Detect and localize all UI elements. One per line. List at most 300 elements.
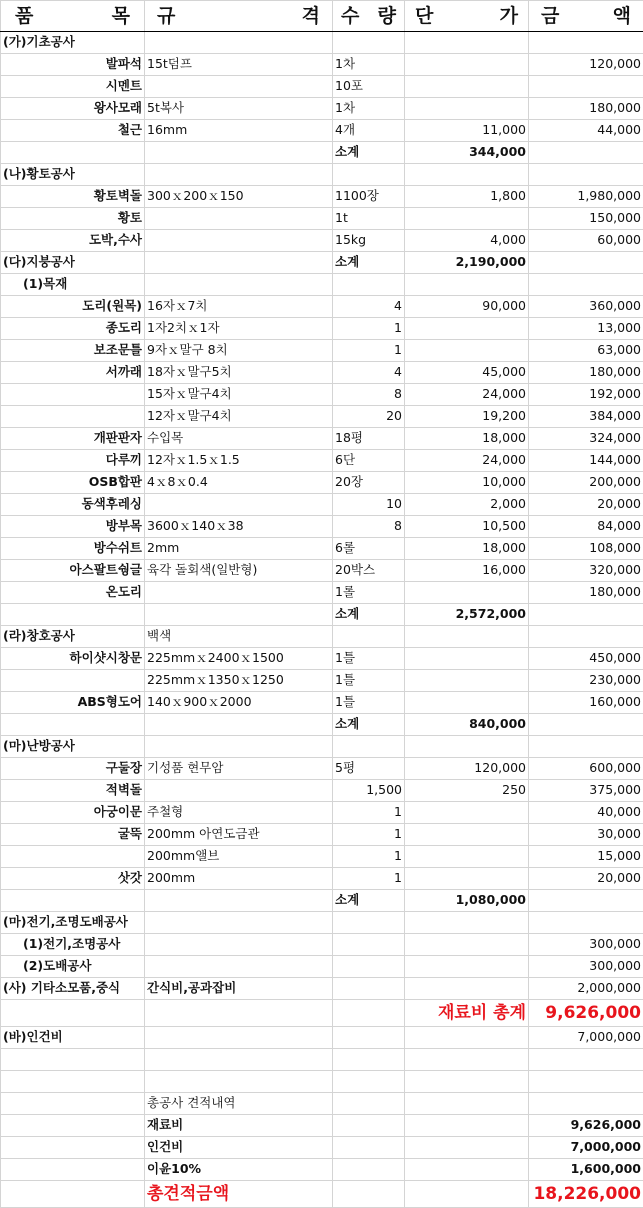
table-row bbox=[1, 978, 643, 1000]
item-spec-cell: 5t복사 bbox=[145, 98, 333, 120]
table-row bbox=[1, 538, 643, 560]
item-name-cell: 하이샷시창문 bbox=[1, 648, 145, 670]
item-unit-price-cell: 90,000 bbox=[405, 296, 529, 318]
table-row bbox=[1, 604, 643, 626]
summary-material-row bbox=[1, 1115, 643, 1137]
item-qty-cell: 8 bbox=[333, 516, 405, 538]
summary-total-row bbox=[1, 1181, 643, 1208]
table-cell bbox=[145, 1000, 333, 1027]
item-unit-price-cell bbox=[405, 340, 529, 362]
table-row bbox=[1, 76, 643, 98]
item-amount-cell bbox=[529, 32, 643, 54]
blank-row bbox=[1, 1071, 643, 1093]
item-name-cell: 동색후레싱 bbox=[1, 494, 145, 516]
item-name-cell bbox=[1, 846, 145, 868]
item-qty-cell: 10포 bbox=[333, 76, 405, 98]
item-qty-cell: 1t bbox=[333, 208, 405, 230]
table-row bbox=[1, 648, 643, 670]
item-spec-cell bbox=[145, 736, 333, 758]
item-unit-price-cell: 2,000 bbox=[405, 494, 529, 516]
item-qty-cell: 1100장 bbox=[333, 186, 405, 208]
item-name-cell: 도박,수사 bbox=[1, 230, 145, 252]
item-spec-cell: 9자ｘ말구 8치 bbox=[145, 340, 333, 362]
table-row bbox=[1, 428, 643, 450]
item-spec-cell: 225mmｘ2400ｘ1500 bbox=[145, 648, 333, 670]
item-spec-cell: 12자ｘ1.5ｘ1.5 bbox=[145, 450, 333, 472]
item-spec-cell bbox=[145, 714, 333, 736]
item-qty-cell bbox=[333, 912, 405, 934]
item-qty-cell: 6롤 bbox=[333, 538, 405, 560]
item-spec-cell: 300ｘ200ｘ150 bbox=[145, 186, 333, 208]
item-name-cell: (1)목재 bbox=[1, 274, 145, 296]
item-amount-cell: 60,000 bbox=[529, 230, 643, 252]
summary-profit-row bbox=[1, 1159, 643, 1181]
item-qty-cell bbox=[333, 626, 405, 648]
item-amount-cell bbox=[529, 626, 643, 648]
item-qty-cell: 1 bbox=[333, 340, 405, 362]
item-qty-cell: 20박스 bbox=[333, 560, 405, 582]
table-row bbox=[1, 934, 643, 956]
table-row bbox=[1, 494, 643, 516]
item-qty-cell: 20 bbox=[333, 406, 405, 428]
table-row bbox=[1, 890, 643, 912]
item-spec-cell bbox=[145, 230, 333, 252]
item-amount-cell bbox=[529, 736, 643, 758]
item-amount-cell: 200,000 bbox=[529, 472, 643, 494]
item-amount-cell: 360,000 bbox=[529, 296, 643, 318]
item-qty-cell: 4 bbox=[333, 296, 405, 318]
item-unit-price-cell: 2,190,000 bbox=[405, 252, 529, 274]
table-row bbox=[1, 846, 643, 868]
table-row bbox=[1, 692, 643, 714]
header-amount: 금 액 bbox=[529, 1, 643, 32]
item-unit-price-cell: 4,000 bbox=[405, 230, 529, 252]
item-qty-cell: 소계 bbox=[333, 604, 405, 626]
table-row bbox=[1, 450, 643, 472]
item-unit-price-cell: 16,000 bbox=[405, 560, 529, 582]
header-qty: 수 량 bbox=[333, 1, 405, 32]
item-unit-price-cell bbox=[405, 912, 529, 934]
item-name-cell bbox=[1, 406, 145, 428]
item-unit-price-cell: 24,000 bbox=[405, 450, 529, 472]
table-body bbox=[1, 32, 643, 1000]
item-amount-cell bbox=[529, 76, 643, 98]
table-row bbox=[1, 274, 643, 296]
item-unit-price-cell bbox=[405, 692, 529, 714]
table-row bbox=[1, 54, 643, 76]
item-spec-cell bbox=[145, 582, 333, 604]
item-amount-cell: 450,000 bbox=[529, 648, 643, 670]
table-row bbox=[1, 736, 643, 758]
item-unit-price-cell bbox=[405, 208, 529, 230]
item-amount-cell: 108,000 bbox=[529, 538, 643, 560]
item-unit-price-cell: 120,000 bbox=[405, 758, 529, 780]
item-name-cell: (마)난방공사 bbox=[1, 736, 145, 758]
item-unit-price-cell bbox=[405, 670, 529, 692]
item-unit-price-cell: 10,000 bbox=[405, 472, 529, 494]
item-qty-cell: 8 bbox=[333, 384, 405, 406]
item-qty-cell bbox=[333, 934, 405, 956]
item-qty-cell: 6단 bbox=[333, 450, 405, 472]
item-unit-price-cell bbox=[405, 76, 529, 98]
item-spec-cell bbox=[145, 604, 333, 626]
table-row bbox=[1, 120, 643, 142]
item-spec-cell bbox=[145, 912, 333, 934]
item-unit-price-cell bbox=[405, 318, 529, 340]
item-spec-cell bbox=[145, 76, 333, 98]
material-total-value: 9,626,000 bbox=[529, 1000, 643, 1027]
item-unit-price-cell bbox=[405, 978, 529, 1000]
item-unit-price-cell bbox=[405, 582, 529, 604]
item-name-cell: 삿갓 bbox=[1, 868, 145, 890]
item-unit-price-cell bbox=[405, 274, 529, 296]
item-name-cell: (1)전기,조명공사 bbox=[1, 934, 145, 956]
item-qty-cell: 1,500 bbox=[333, 780, 405, 802]
item-name-cell bbox=[1, 670, 145, 692]
item-qty-cell bbox=[333, 956, 405, 978]
blank-row bbox=[1, 1049, 643, 1071]
item-unit-price-cell: 2,572,000 bbox=[405, 604, 529, 626]
item-amount-cell: 230,000 bbox=[529, 670, 643, 692]
labor-label: (바)인건비 bbox=[1, 1027, 145, 1049]
item-spec-cell: 4ｘ8ｘ0.4 bbox=[145, 472, 333, 494]
summary-material-label: 재료비 bbox=[145, 1115, 333, 1137]
table-row bbox=[1, 956, 643, 978]
item-unit-price-cell: 344,000 bbox=[405, 142, 529, 164]
header-unit-price: 단 가 bbox=[405, 1, 529, 32]
item-spec-cell: 225mmｘ1350ｘ1250 bbox=[145, 670, 333, 692]
item-unit-price-cell: 19,200 bbox=[405, 406, 529, 428]
table-row bbox=[1, 560, 643, 582]
item-name-cell: (마)전기,조명도배공사 bbox=[1, 912, 145, 934]
item-name-cell: 구둘장 bbox=[1, 758, 145, 780]
item-name-cell: 시멘트 bbox=[1, 76, 145, 98]
item-qty-cell: 4개 bbox=[333, 120, 405, 142]
item-name-cell: ABS형도어 bbox=[1, 692, 145, 714]
summary-profit-label: 이윤10% bbox=[145, 1159, 333, 1181]
item-amount-cell: 300,000 bbox=[529, 956, 643, 978]
item-unit-price-cell: 1,080,000 bbox=[405, 890, 529, 912]
summary-labor-row bbox=[1, 1137, 643, 1159]
summary-labor-value: 7,000,000 bbox=[529, 1137, 643, 1159]
item-qty-cell: 1 bbox=[333, 802, 405, 824]
item-spec-cell bbox=[145, 274, 333, 296]
item-name-cell: 황토 bbox=[1, 208, 145, 230]
item-name-cell: 발파석 bbox=[1, 54, 145, 76]
item-qty-cell: 20장 bbox=[333, 472, 405, 494]
table-row bbox=[1, 472, 643, 494]
item-qty-cell: 1틀 bbox=[333, 648, 405, 670]
table-cell bbox=[333, 1027, 405, 1049]
table-row bbox=[1, 758, 643, 780]
item-qty-cell: 4 bbox=[333, 362, 405, 384]
material-total-label: 재료비 총계 bbox=[405, 1000, 529, 1027]
table-cell bbox=[1, 1000, 145, 1027]
table-row bbox=[1, 714, 643, 736]
item-amount-cell: 63,000 bbox=[529, 340, 643, 362]
item-unit-price-cell bbox=[405, 32, 529, 54]
table-row bbox=[1, 362, 643, 384]
item-amount-cell bbox=[529, 890, 643, 912]
item-amount-cell: 30,000 bbox=[529, 824, 643, 846]
item-name-cell: 보조문틀 bbox=[1, 340, 145, 362]
totals-body bbox=[1, 1000, 643, 1208]
item-amount-cell: 1,980,000 bbox=[529, 186, 643, 208]
table-row bbox=[1, 230, 643, 252]
item-unit-price-cell: 840,000 bbox=[405, 714, 529, 736]
item-amount-cell: 384,000 bbox=[529, 406, 643, 428]
item-amount-cell: 180,000 bbox=[529, 582, 643, 604]
table-cell bbox=[333, 1000, 405, 1027]
item-spec-cell: 140ｘ900ｘ2000 bbox=[145, 692, 333, 714]
item-amount-cell: 13,000 bbox=[529, 318, 643, 340]
item-amount-cell bbox=[529, 252, 643, 274]
item-unit-price-cell bbox=[405, 626, 529, 648]
item-amount-cell: 15,000 bbox=[529, 846, 643, 868]
table-row bbox=[1, 32, 643, 54]
item-spec-cell bbox=[145, 890, 333, 912]
item-name-cell: 방부목 bbox=[1, 516, 145, 538]
item-amount-cell bbox=[529, 912, 643, 934]
item-spec-cell bbox=[145, 494, 333, 516]
item-qty-cell: 15kg bbox=[333, 230, 405, 252]
item-qty-cell bbox=[333, 978, 405, 1000]
item-qty-cell: 1틀 bbox=[333, 692, 405, 714]
item-spec-cell bbox=[145, 934, 333, 956]
item-amount-cell bbox=[529, 604, 643, 626]
item-name-cell: 황토벽돌 bbox=[1, 186, 145, 208]
item-spec-cell: 200mm 아연도금관 bbox=[145, 824, 333, 846]
item-amount-cell: 375,000 bbox=[529, 780, 643, 802]
item-amount-cell: 300,000 bbox=[529, 934, 643, 956]
table-row bbox=[1, 516, 643, 538]
item-qty-cell: 10 bbox=[333, 494, 405, 516]
item-spec-cell bbox=[145, 252, 333, 274]
item-name-cell: 서까래 bbox=[1, 362, 145, 384]
item-name-cell: 방수쉬트 bbox=[1, 538, 145, 560]
item-spec-cell: 기성품 현무암 bbox=[145, 758, 333, 780]
item-spec-cell bbox=[145, 164, 333, 186]
item-qty-cell: 1 bbox=[333, 824, 405, 846]
item-spec-cell: 간식비,공과잡비 bbox=[145, 978, 333, 1000]
labor-amount: 7,000,000 bbox=[529, 1027, 643, 1049]
item-unit-price-cell: 18,000 bbox=[405, 428, 529, 450]
item-qty-cell: 18평 bbox=[333, 428, 405, 450]
item-name-cell bbox=[1, 890, 145, 912]
table-row bbox=[1, 912, 643, 934]
item-name-cell: 온도리 bbox=[1, 582, 145, 604]
item-qty-cell: 5평 bbox=[333, 758, 405, 780]
item-spec-cell: 200mm bbox=[145, 868, 333, 890]
item-amount-cell bbox=[529, 164, 643, 186]
item-amount-cell: 320,000 bbox=[529, 560, 643, 582]
item-amount-cell bbox=[529, 714, 643, 736]
item-unit-price-cell: 250 bbox=[405, 780, 529, 802]
item-spec-cell: 3600ｘ140ｘ38 bbox=[145, 516, 333, 538]
item-spec-cell: 육각 돌회색(일반형) bbox=[145, 560, 333, 582]
item-qty-cell: 소계 bbox=[333, 714, 405, 736]
item-qty-cell: 소계 bbox=[333, 890, 405, 912]
item-name-cell bbox=[1, 142, 145, 164]
item-name-cell: (사) 기타소모품,중식 bbox=[1, 978, 145, 1000]
item-unit-price-cell bbox=[405, 934, 529, 956]
item-qty-cell: 소계 bbox=[333, 252, 405, 274]
table-row bbox=[1, 340, 643, 362]
item-qty-cell: 1 bbox=[333, 868, 405, 890]
item-name-cell: (2)도배공사 bbox=[1, 956, 145, 978]
item-name-cell: 다루끼 bbox=[1, 450, 145, 472]
item-spec-cell: 16mm bbox=[145, 120, 333, 142]
table-row bbox=[1, 406, 643, 428]
table-row bbox=[1, 582, 643, 604]
table-row bbox=[1, 868, 643, 890]
item-unit-price-cell: 45,000 bbox=[405, 362, 529, 384]
item-amount-cell: 180,000 bbox=[529, 98, 643, 120]
table-row bbox=[1, 626, 643, 648]
item-amount-cell: 40,000 bbox=[529, 802, 643, 824]
item-qty-cell bbox=[333, 274, 405, 296]
table-row bbox=[1, 296, 643, 318]
item-unit-price-cell bbox=[405, 648, 529, 670]
item-name-cell: 왕사모래 bbox=[1, 98, 145, 120]
item-spec-cell: 16자ｘ7치 bbox=[145, 296, 333, 318]
item-amount-cell: 120,000 bbox=[529, 54, 643, 76]
item-name-cell: 아스팔트쉉글 bbox=[1, 560, 145, 582]
table-row bbox=[1, 252, 643, 274]
item-spec-cell: 2mm bbox=[145, 538, 333, 560]
item-spec-cell: 15t덤프 bbox=[145, 54, 333, 76]
item-name-cell: 굴뚝 bbox=[1, 824, 145, 846]
item-amount-cell bbox=[529, 142, 643, 164]
item-amount-cell: 144,000 bbox=[529, 450, 643, 472]
item-name-cell: 도리(원목) bbox=[1, 296, 145, 318]
item-spec-cell: 12자ｘ말구4치 bbox=[145, 406, 333, 428]
item-unit-price-cell bbox=[405, 164, 529, 186]
item-name-cell: (라)창호공사 bbox=[1, 626, 145, 648]
table-row bbox=[1, 670, 643, 692]
table-row bbox=[1, 384, 643, 406]
summary-total-value: 18,226,000 bbox=[529, 1181, 643, 1208]
table-row bbox=[1, 824, 643, 846]
item-unit-price-cell bbox=[405, 846, 529, 868]
item-qty-cell bbox=[333, 736, 405, 758]
table-row bbox=[1, 164, 643, 186]
item-name-cell bbox=[1, 714, 145, 736]
item-name-cell bbox=[1, 604, 145, 626]
item-qty-cell: 소계 bbox=[333, 142, 405, 164]
item-spec-cell: 200mm앨브 bbox=[145, 846, 333, 868]
item-qty-cell: 1 bbox=[333, 318, 405, 340]
item-qty-cell: 1 bbox=[333, 846, 405, 868]
item-amount-cell: 160,000 bbox=[529, 692, 643, 714]
item-spec-cell: 1자2치ｘ1자 bbox=[145, 318, 333, 340]
item-qty-cell bbox=[333, 164, 405, 186]
summary-labor-label: 인건비 bbox=[145, 1137, 333, 1159]
item-amount-cell: 600,000 bbox=[529, 758, 643, 780]
item-name-cell: 아궁이문 bbox=[1, 802, 145, 824]
item-name-cell: (가)기초공사 bbox=[1, 32, 145, 54]
item-unit-price-cell: 10,500 bbox=[405, 516, 529, 538]
item-unit-price-cell bbox=[405, 802, 529, 824]
item-unit-price-cell: 11,000 bbox=[405, 120, 529, 142]
summary-total-label: 총견적금액 bbox=[145, 1181, 333, 1208]
item-unit-price-cell: 24,000 bbox=[405, 384, 529, 406]
item-unit-price-cell bbox=[405, 956, 529, 978]
item-qty-cell bbox=[333, 32, 405, 54]
item-amount-cell: 150,000 bbox=[529, 208, 643, 230]
item-amount-cell bbox=[529, 274, 643, 296]
table-row bbox=[1, 318, 643, 340]
item-name-cell: 개판판자 bbox=[1, 428, 145, 450]
item-spec-cell: 백색 bbox=[145, 626, 333, 648]
summary-material-value: 9,626,000 bbox=[529, 1115, 643, 1137]
item-unit-price-cell bbox=[405, 824, 529, 846]
item-spec-cell: 수입목 bbox=[145, 428, 333, 450]
table-row bbox=[1, 208, 643, 230]
item-spec-cell bbox=[145, 208, 333, 230]
item-amount-cell: 44,000 bbox=[529, 120, 643, 142]
table-row bbox=[1, 98, 643, 120]
item-name-cell: OSB합판 bbox=[1, 472, 145, 494]
item-unit-price-cell bbox=[405, 868, 529, 890]
item-qty-cell: 1틀 bbox=[333, 670, 405, 692]
item-name-cell: 철근 bbox=[1, 120, 145, 142]
item-name-cell bbox=[1, 384, 145, 406]
item-amount-cell: 84,000 bbox=[529, 516, 643, 538]
header-spec: 규 격 bbox=[145, 1, 333, 32]
item-spec-cell bbox=[145, 956, 333, 978]
item-spec-cell bbox=[145, 142, 333, 164]
item-unit-price-cell bbox=[405, 54, 529, 76]
item-spec-cell: 15자ｘ말구4치 bbox=[145, 384, 333, 406]
item-spec-cell: 18자ｘ말구5치 bbox=[145, 362, 333, 384]
item-spec-cell bbox=[145, 32, 333, 54]
item-spec-cell bbox=[145, 780, 333, 802]
item-amount-cell: 2,000,000 bbox=[529, 978, 643, 1000]
item-unit-price-cell: 18,000 bbox=[405, 538, 529, 560]
table-cell bbox=[405, 1027, 529, 1049]
item-unit-price-cell bbox=[405, 736, 529, 758]
item-name-cell: 적벽돌 bbox=[1, 780, 145, 802]
item-amount-cell: 20,000 bbox=[529, 868, 643, 890]
item-amount-cell: 324,000 bbox=[529, 428, 643, 450]
table-row bbox=[1, 780, 643, 802]
summary-title: 총공사 견적내역 bbox=[145, 1093, 333, 1115]
item-name-cell: (다)지붕공사 bbox=[1, 252, 145, 274]
header-row bbox=[1, 1, 643, 32]
material-total-row bbox=[1, 1000, 643, 1027]
item-qty-cell: 1롤 bbox=[333, 582, 405, 604]
item-amount-cell: 192,000 bbox=[529, 384, 643, 406]
labor-row bbox=[1, 1027, 643, 1049]
item-name-cell: 종도리 bbox=[1, 318, 145, 340]
summary-profit-value: 1,600,000 bbox=[529, 1159, 643, 1181]
item-spec-cell: 주철형 bbox=[145, 802, 333, 824]
item-unit-price-cell: 1,800 bbox=[405, 186, 529, 208]
table-row bbox=[1, 142, 643, 164]
item-qty-cell: 1차 bbox=[333, 54, 405, 76]
header-name: 품 목 bbox=[1, 1, 145, 32]
item-amount-cell: 180,000 bbox=[529, 362, 643, 384]
item-name-cell: (나)황토공사 bbox=[1, 164, 145, 186]
table-row bbox=[1, 802, 643, 824]
item-qty-cell: 1차 bbox=[333, 98, 405, 120]
item-amount-cell: 20,000 bbox=[529, 494, 643, 516]
table-cell bbox=[145, 1027, 333, 1049]
summary-title-row bbox=[1, 1093, 643, 1115]
item-unit-price-cell bbox=[405, 98, 529, 120]
table-row bbox=[1, 186, 643, 208]
